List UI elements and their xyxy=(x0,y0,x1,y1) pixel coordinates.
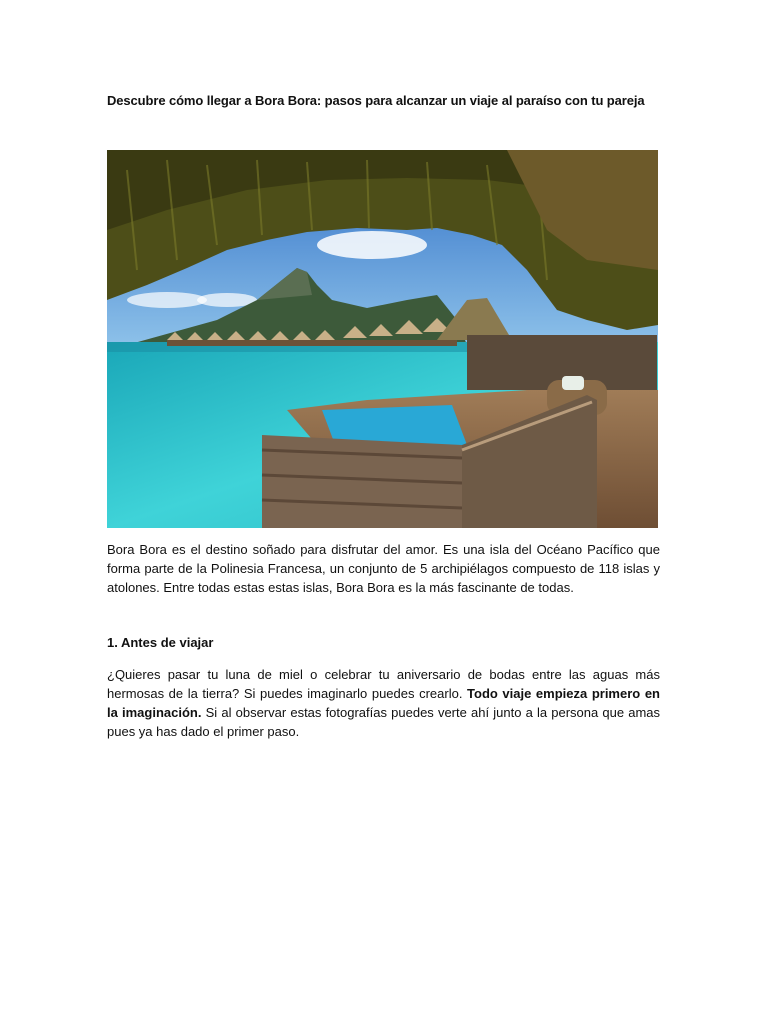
section-text-end: Si al observar estas fotografías puedes verte ahí junto a la persona que amas pues ya has dado el primer paso. xyxy=(107,705,661,739)
intro-paragraph: Bora Bora es el destino soñado para disfrutar del amor. Es una isla del Océano Pacífico que forma parte de la Polinesia Francesa, un conjunto de 5 archipiélagos compuesto de 118 islas y atolones. Entre todas estas estas islas, Bora Bora es la más fascinante de todas. xyxy=(107,542,660,595)
section-text-start: ¿Quieres pasar tu luna de miel o celebrar tu aniversario de bodas entre las aguas más hermosas de la tierra? Si puedes imaginarlo puedes crearlo. xyxy=(107,667,660,701)
bora-bora-photo xyxy=(107,150,658,528)
section-bold-text: Todo viaje empieza primero en la imaginación. xyxy=(107,686,660,720)
section-paragraph xyxy=(107,665,660,741)
document-title: Descubre cómo llegar a Bora Bora: pasos para alcanzar un viaje al paraíso con tu pareja xyxy=(107,93,645,108)
section-heading: 1. Antes de viajar xyxy=(107,635,214,650)
